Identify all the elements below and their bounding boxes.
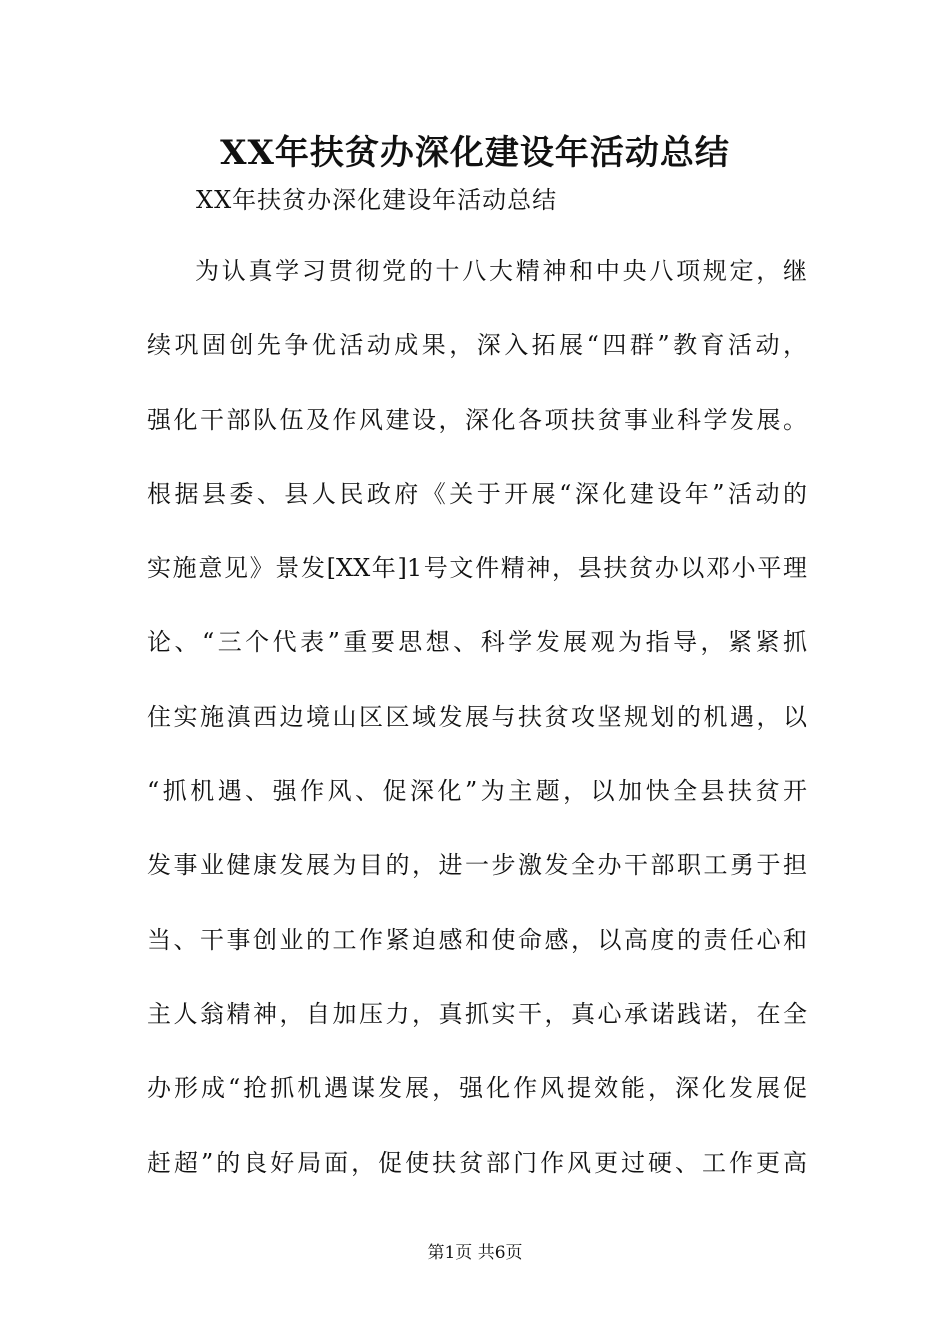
body-line: 发事业健康发展为目的，进一步激发全办干部职工勇于担: [147, 851, 807, 880]
document-title: XX年扶贫办深化建设年活动总结: [220, 133, 730, 173]
body-line: “抓机遇、强作风、促深化”为主题，以加快全县扶贫开: [147, 777, 807, 806]
body-line: 为认真学习贯彻党的十八大精神和中央八项规定，继: [195, 257, 807, 285]
body-line: 实施意见》景发[XX年]1号文件精神，县扶贫办以邓小平理: [147, 554, 807, 583]
body-text: [147, 246, 807, 1212]
body-line: 赶超”的良好局面，促使扶贫部门作风更过硬、工作更高: [147, 1148, 807, 1177]
body-line: 续巩固创先争优活动成果，深入拓展“四群”教育活动，: [147, 331, 807, 360]
page-number-footer: 第1页 共6页: [427, 1243, 523, 1263]
body-line: 当、干事创业的工作紧迫感和使命感，以高度的责任心和: [147, 925, 807, 954]
body-line: 住实施滇西边境山区区域发展与扶贫攻坚规划的机遇，以: [147, 702, 807, 731]
body-line: 根据县委、县人民政府《关于开展“深化建设年”活动的: [147, 479, 807, 508]
body-line: 论、“三个代表”重要思想、科学发展观为指导，紧紧抓: [147, 628, 807, 657]
document-subtitle: XX年扶贫办深化建设年活动总结: [196, 186, 558, 214]
body-line: 办形成“抢抓机遇谋发展，强化作风提效能，深化发展促: [147, 1074, 807, 1103]
body-line: 主人翁精神，自加压力，真抓实干，真心承诺践诺，在全: [147, 999, 807, 1028]
body-line: 强化干部队伍及作风建设，深化各项扶贫事业科学发展。: [147, 405, 807, 434]
